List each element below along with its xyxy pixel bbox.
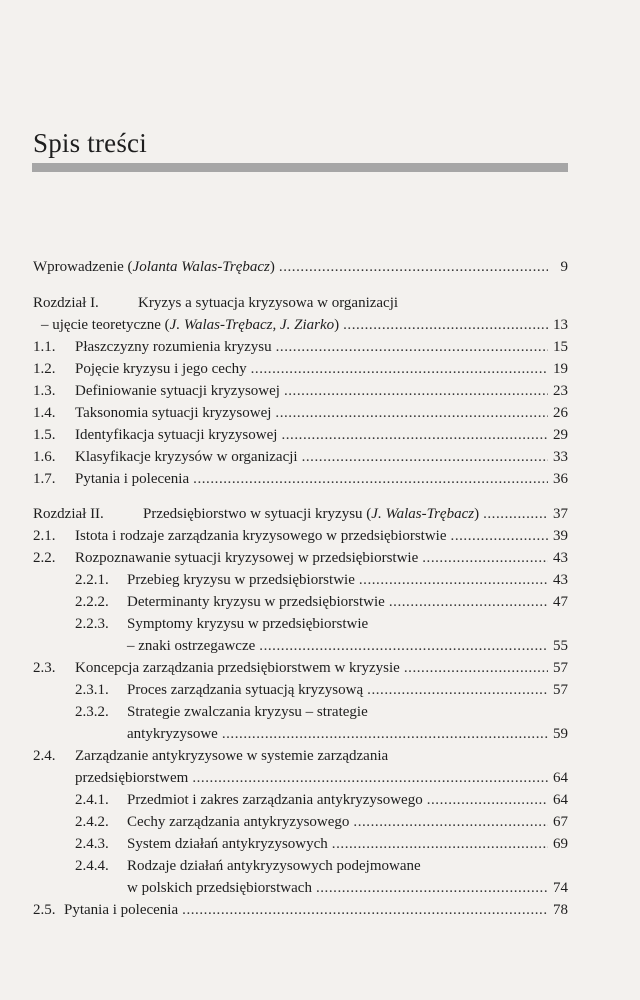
toc-entry bbox=[0, 314, 640, 336]
toc-entry-number: Rozdział I. bbox=[33, 295, 99, 311]
toc-entry-title bbox=[75, 657, 400, 679]
toc-entry-page: 55 bbox=[553, 638, 568, 654]
toc-entry-text: Symptomy kryzysu w przedsiębiorstwie bbox=[127, 616, 369, 632]
toc-dot-leader bbox=[222, 723, 548, 745]
toc-entry-title bbox=[127, 833, 328, 855]
toc-entry bbox=[0, 679, 640, 701]
toc-entry-number: 1.7. bbox=[33, 471, 56, 487]
toc-entry-text: antykryzysowe bbox=[127, 726, 218, 742]
toc-entry bbox=[0, 767, 640, 789]
toc-entry-number: Rozdział II. bbox=[33, 506, 104, 522]
toc-entry-page: 43 bbox=[553, 550, 568, 566]
toc-entry-text: Strategie zwalczania kryzysu – strategie bbox=[127, 704, 368, 720]
toc-entry-title bbox=[75, 446, 298, 468]
toc-entry-text: Istota i rodzaje zarządzania kryzysowego w przedsiębiorstwie bbox=[75, 528, 447, 544]
toc-entry-page: 64 bbox=[553, 792, 568, 808]
toc-entry-text: Proces zarządzania sytuacją kryzysową bbox=[127, 682, 364, 698]
toc-entry-title bbox=[127, 613, 368, 635]
toc-entry-title bbox=[127, 723, 218, 745]
toc-entry bbox=[0, 855, 640, 877]
toc-entry-number: 2.4.1. bbox=[75, 792, 109, 808]
toc-entry-page: 39 bbox=[553, 528, 568, 544]
toc-entry-text: – ujęcie teoretyczne ( bbox=[41, 317, 170, 333]
toc-entry-number: 2.2.3. bbox=[75, 616, 109, 632]
toc-entry-number: 1.5. bbox=[33, 427, 56, 443]
toc-entry bbox=[0, 635, 640, 657]
toc-entry-title bbox=[75, 336, 272, 358]
page-title: Spis treści bbox=[33, 128, 147, 158]
toc-entry-text: Przedsiębiorstwo w sytuacji kryzysu ( bbox=[143, 506, 372, 522]
toc-entry-title bbox=[127, 569, 355, 591]
toc-dot-leader bbox=[359, 569, 548, 591]
toc-dot-leader bbox=[483, 503, 548, 525]
toc-entry-page: 59 bbox=[553, 726, 568, 742]
toc-entry-text: Determinanty kryzysu w przedsiębiorstwie bbox=[127, 594, 385, 610]
toc-entry-title bbox=[75, 380, 280, 402]
toc-entry-title bbox=[75, 358, 247, 380]
toc-entry bbox=[0, 468, 640, 490]
toc-entry-title bbox=[127, 701, 368, 723]
toc-entry-page: 26 bbox=[553, 405, 568, 421]
toc-entry bbox=[0, 336, 640, 358]
toc-dot-leader bbox=[389, 591, 548, 613]
toc-entry bbox=[0, 811, 640, 833]
toc-dot-leader bbox=[427, 789, 548, 811]
toc-entry-title bbox=[75, 745, 388, 767]
toc-entry-page: 29 bbox=[553, 427, 568, 443]
toc-entry-title bbox=[75, 547, 418, 569]
toc-entry-number: 2.3.2. bbox=[75, 704, 109, 720]
toc-entry-page: 67 bbox=[553, 814, 568, 830]
toc-entry-title bbox=[75, 767, 188, 789]
toc-entry-page: 47 bbox=[553, 594, 568, 610]
toc-entry-text: – znaki ostrzegawcze bbox=[127, 638, 256, 654]
toc-entry-text: Klasyfikacje kryzysów w organizacji bbox=[75, 449, 298, 465]
toc-dot-leader bbox=[332, 833, 548, 855]
toc-entry bbox=[0, 525, 640, 547]
toc-entry-text: Identyfikacja sytuacji kryzysowej bbox=[75, 427, 278, 443]
toc-entry-title bbox=[127, 855, 421, 877]
toc-entry-text: Kryzys a sytuacja kryzysowa w organizacji bbox=[138, 295, 399, 311]
toc-entry-text: Pytania i polecenia bbox=[75, 471, 190, 487]
toc-entry-number: 1.1. bbox=[33, 339, 56, 355]
toc-dot-leader bbox=[281, 424, 548, 446]
toc-entry bbox=[0, 446, 640, 468]
toc-entry-page: 69 bbox=[553, 836, 568, 852]
toc-entry-text: Zarządzanie antykryzysowe w systemie zarządzania bbox=[75, 748, 389, 764]
toc-entry-text: Rodzaje działań antykryzysowych podejmowane bbox=[127, 858, 421, 874]
toc-dot-leader bbox=[451, 525, 548, 547]
toc-entry-title bbox=[127, 877, 312, 899]
toc-entry-number: 2.5. bbox=[33, 902, 56, 918]
toc-entry-number: 2.2.2. bbox=[75, 594, 109, 610]
toc-entry bbox=[0, 503, 640, 525]
toc-entry-number: 1.3. bbox=[33, 383, 56, 399]
toc-entry-page: 78 bbox=[553, 902, 568, 918]
toc-entry bbox=[0, 723, 640, 745]
toc-entry-author: J. Walas-Trębacz, J. Ziarko bbox=[169, 317, 335, 333]
toc-entry bbox=[0, 292, 640, 314]
toc-entry-author: J. Walas-Trębacz bbox=[371, 506, 475, 522]
toc-entry-number: 2.3.1. bbox=[75, 682, 109, 698]
toc-entry-number: 2.1. bbox=[33, 528, 56, 544]
toc-entry-author: Jolanta Walas-Trębacz bbox=[132, 259, 270, 275]
toc-entry bbox=[0, 591, 640, 613]
toc-dot-leader bbox=[279, 256, 548, 278]
toc-dot-leader bbox=[182, 899, 548, 921]
toc-entry-title bbox=[75, 424, 277, 446]
toc-entry-number: 2.4. bbox=[33, 748, 56, 764]
toc-entry-page: 64 bbox=[553, 770, 568, 786]
toc-entry-page: 36 bbox=[553, 471, 568, 487]
toc-entry-number: 2.3. bbox=[33, 660, 56, 676]
toc-entry bbox=[0, 256, 640, 278]
toc-entry-text: System działań antykryzysowych bbox=[127, 836, 328, 852]
toc-entry-number: 2.2.1. bbox=[75, 572, 109, 588]
toc-dot-leader bbox=[259, 635, 548, 657]
toc-dot-leader bbox=[284, 380, 548, 402]
toc-dot-leader bbox=[316, 877, 548, 899]
toc-entry-page: 74 bbox=[553, 880, 568, 896]
toc-entry bbox=[0, 424, 640, 446]
toc-entry-number: 2.4.3. bbox=[75, 836, 109, 852]
toc-entry-text: Wprowadzenie ( bbox=[33, 259, 133, 275]
toc-dot-leader bbox=[251, 358, 548, 380]
toc-entry-text: Taksonomia sytuacji kryzysowej bbox=[75, 405, 272, 421]
toc-dot-leader bbox=[275, 402, 548, 424]
toc-entry-page: 23 bbox=[553, 383, 568, 399]
toc-entry-title bbox=[127, 679, 363, 701]
toc-entry-number: 2.2. bbox=[33, 550, 56, 566]
toc-dot-leader bbox=[367, 679, 548, 701]
toc-entry-page: 13 bbox=[553, 317, 568, 333]
toc-entry-title bbox=[75, 402, 271, 424]
toc-dot-leader bbox=[343, 314, 548, 336]
toc-entry-number: 1.2. bbox=[33, 361, 56, 377]
toc-dot-leader bbox=[276, 336, 548, 358]
toc-entry bbox=[0, 745, 640, 767]
toc-entry-title bbox=[127, 811, 349, 833]
toc-entry bbox=[0, 877, 640, 899]
toc-entry bbox=[0, 402, 640, 424]
toc-entry-text-close: ) bbox=[334, 317, 340, 333]
toc-entry-text-close: ) bbox=[269, 259, 275, 275]
title-rule bbox=[32, 163, 568, 172]
toc-entry bbox=[0, 833, 640, 855]
toc-dot-leader bbox=[193, 468, 548, 490]
toc-entry bbox=[0, 547, 640, 569]
toc-entry-text: w polskich przedsiębiorstwach bbox=[127, 880, 312, 896]
toc-entry-title bbox=[143, 503, 479, 525]
toc-entry-page: 15 bbox=[553, 339, 568, 355]
toc-entry-page: 57 bbox=[553, 682, 568, 698]
toc-entry-title bbox=[75, 525, 447, 547]
toc-entry-title bbox=[127, 591, 385, 613]
toc-entry-text-close: ) bbox=[474, 506, 480, 522]
toc-dot-leader bbox=[192, 767, 548, 789]
toc-entry-title bbox=[33, 256, 275, 278]
toc-entry-text: Pojęcie kryzysu i jego cechy bbox=[75, 361, 247, 377]
toc-entry-text: Koncepcja zarządzania przedsiębiorstwem w kryzysie bbox=[75, 660, 400, 676]
toc-entry-title bbox=[138, 292, 398, 314]
toc-entry-title bbox=[41, 314, 339, 336]
toc-entry-page: 19 bbox=[553, 361, 568, 377]
toc-dot-leader bbox=[404, 657, 548, 679]
toc-entry-number: 1.4. bbox=[33, 405, 56, 421]
toc-entry bbox=[0, 380, 640, 402]
toc-entry-title bbox=[127, 789, 423, 811]
toc-entry-text: Przebieg kryzysu w przedsiębiorstwie bbox=[127, 572, 355, 588]
toc-entry-text: Pytania i polecenia bbox=[64, 902, 179, 918]
toc-entry-number: 1.6. bbox=[33, 449, 56, 465]
toc-entry-text: Definiowanie sytuacji kryzysowej bbox=[75, 383, 280, 399]
toc-entry-title bbox=[75, 468, 189, 490]
toc-dot-leader bbox=[353, 811, 548, 833]
toc-entry-title bbox=[64, 899, 178, 921]
toc-entry bbox=[0, 569, 640, 591]
toc-entry-number: 2.4.4. bbox=[75, 858, 109, 874]
toc-entry-text: Cechy zarządzania antykryzysowego bbox=[127, 814, 350, 830]
toc-entry-page: 33 bbox=[553, 449, 568, 465]
toc-entry-text: Rozpoznawanie sytuacji kryzysowej w przedsiębiorstwie bbox=[75, 550, 419, 566]
toc-entry-page: 43 bbox=[553, 572, 568, 588]
toc-entry-title bbox=[127, 635, 255, 657]
toc-dot-leader bbox=[302, 446, 548, 468]
toc-entry-page: 57 bbox=[553, 660, 568, 676]
toc-entry-number: 2.4.2. bbox=[75, 814, 109, 830]
toc-entry-text: przedsiębiorstwem bbox=[75, 770, 189, 786]
toc-entry-page: 37 bbox=[553, 506, 568, 522]
toc-entry-page: 9 bbox=[560, 259, 568, 275]
toc-dot-leader bbox=[422, 547, 548, 569]
toc-entry bbox=[0, 789, 640, 811]
toc-entry bbox=[0, 613, 640, 635]
toc-entry-text: Płaszczyzny rozumienia kryzysu bbox=[75, 339, 272, 355]
toc-entry bbox=[0, 899, 640, 921]
toc-entry bbox=[0, 701, 640, 723]
toc-entry bbox=[0, 657, 640, 679]
toc-entry bbox=[0, 358, 640, 380]
toc-entry-text: Przedmiot i zakres zarządzania antykryzysowego bbox=[127, 792, 423, 808]
